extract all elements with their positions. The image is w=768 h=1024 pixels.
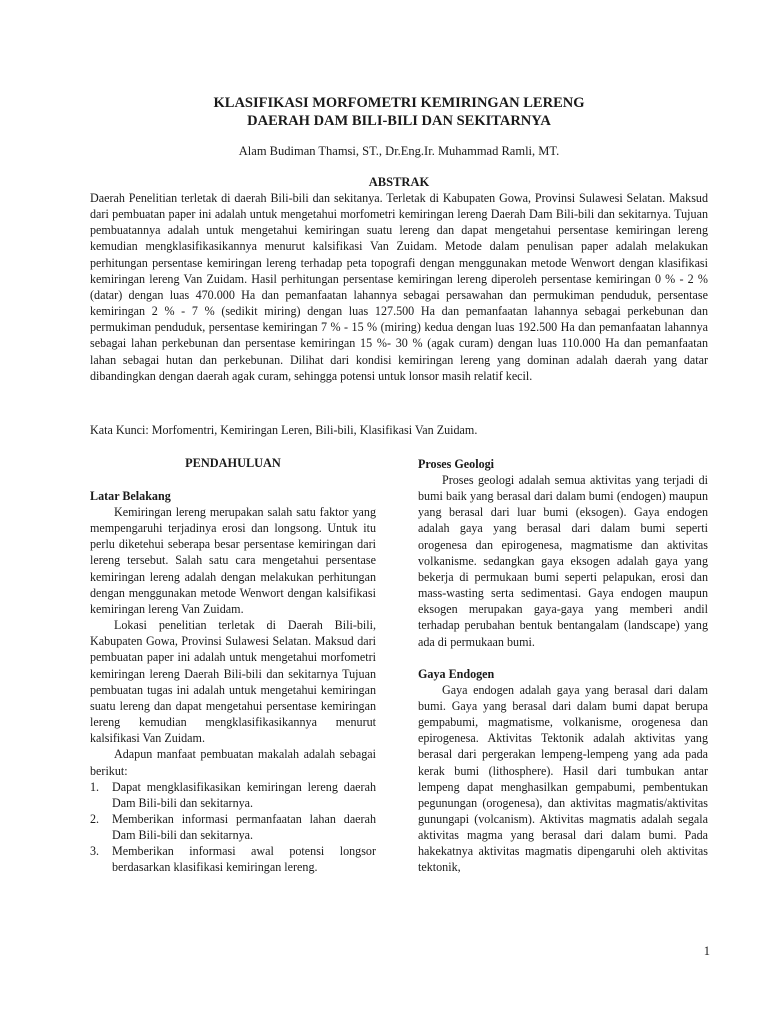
subheading-latar-belakang: Latar Belakang: [90, 489, 171, 503]
spacer: [418, 650, 708, 666]
paper-title: [90, 94, 708, 130]
section-heading-pendahuluan: PENDAHULUAN: [185, 456, 281, 470]
list-item-number: 2.: [90, 811, 100, 826]
subheading-proses-geologi: Proses Geologi: [418, 457, 495, 471]
abstract-heading: ABSTRAK: [368, 175, 430, 189]
list-item-number: 1.: [90, 779, 100, 794]
list-item-text: Dapat mengklasifikasikan kemiringan lereng daerah Dam Bili-bili dan sekitarnya.: [112, 779, 376, 810]
author-line: Alam Budiman Thamsi, ST., Dr.Eng.Ir. Muhammad Ramli, MT.: [238, 144, 560, 158]
paragraph: Lokasi penelitian terletak di Daerah Bili-bili, Kabupaten Gowa, Provinsi Sulawesi Selatan. Maksud dari pembuatan paper ini adalah untuk mengetahui morfometri kemiringan lereng Daerah Bili-bili dan sekitarnya Tujuan pembuatan tugas ini adalah untuk mengetahui kemiringan suatu lereng dan dapat mengetahui persentase kemiringan lereng kemudian mengklasifikasikannya menurut kalsifikasi Van Zuidam.: [90, 618, 376, 746]
paragraph: Gaya endogen adalah gaya yang berasal dari dalam bumi. Gaya yang berasal dari dalam bumi dapat berupa gempabumi, magmatisme, volkanisme, orogenesa dan epirogenesa. Aktivitas Tektonik adalah aktivitas yang berasal dari pergerakan lempeng-lempeng yang ada pada kerak bumi (lithosphere). Hasil dari tumbukan antar lempeng dapat menghasilkan gempabumi, pembentukan pegunungan (orogenesa), dan aktivitas magmatis/aktivitas gunungapi (volcanism). Aktivitas magmatis adalah segala aktivitas magma yang berasal dari dalam bumi. Pada hakekatnya aktivitas magmatis dipengaruhi oleh aktivitas tektonik,: [418, 682, 708, 875]
right-column: [418, 455, 708, 876]
left-column: [90, 455, 376, 876]
paragraph: Proses geologi adalah semua aktivitas yang terjadi di bumi baik yang berasal dari dalam bumi (endogen) maupun yang berasal dari luar bumi (eksogen). Gaya endogen adalah gaya yang berasal dari dalam bumi seperti orogenesa dan epirogenesa, magmatisme dan aktivitas volkanisme. sedangkan gaya eksogen adalah gaya yang bekerja di permukaan bumi seperti pelapukan, erosi dan mass-wasting serta sedimentasi. Gaya endogen maupun eksogen merupakan gaya-gaya yang memberi andil terhadap perubahan bentuk bentangalam (landscape) yang ada di permukaan bumi.: [418, 473, 708, 649]
list-item-text: Memberikan informasi awal potensi longsor berdasarkan klasifikasi kemiringan lereng.: [112, 844, 376, 875]
page-number: 1: [703, 944, 710, 958]
benefit-list: [90, 779, 376, 876]
list-item-text: Memberikan informasi permanfaatan lahan daerah Dam Bili-bili dan sekitarnya.: [112, 811, 376, 843]
paragraph: Kemiringan lereng merupakan salah satu faktor yang mempengaruhi terjadinya erosi dan longsong. Untuk itu perlu diketehui seberapa besar persentase kemiringan dari lereng tersebut. Salah satu cara mengetahui persentase kemiringan lereng adalah dengan melakukan perhitungan dengan menggunakan metode Wenwort dengan kalsifikasi kemiringan lereng Van Zuidam.: [90, 505, 376, 616]
list-item: [90, 843, 376, 875]
list-item-number: 3.: [90, 844, 100, 859]
list-item: [90, 811, 376, 843]
title-line-1: KLASIFIKASI MORFOMETRI KEMIRINGAN LERENG: [213, 95, 585, 111]
keywords: Kata Kunci: Morfomentri, Kemiringan Leren, Bili-bili, Klasifikasi Van Zuidam.: [90, 423, 478, 437]
list-item: [90, 779, 376, 811]
title-line-2: DAERAH DAM BILI-BILI DAN SEKITARNYA: [247, 113, 551, 129]
subheading-gaya-endogen: Gaya Endogen: [418, 666, 495, 681]
paragraph: Adapun manfaat pembuatan makalah adalah sebagai berikut:: [90, 747, 376, 778]
abstract-text: Daerah Penelitian terletak di daerah Bili-bili dan sekitanya. Terletak di Kabupaten Gowa, Provinsi Sulawesi Selatan. Maksud dari pembuatan paper ini adalah untuk mengetahui morfometri kemiringan lereng Daerah Dam Bili-bili dan sekitarnya. Tujuan pembuatannya adalah untuk mengetahui kemiringan suatu lereng dan dapat mengetahui persentase kemiringan lereng kemudian mengklasifikasikannya menurut kalsifikasi Van Zuidam. Metode dalam penulisan paper adalah melakukan perhitungan persentase kemiringan lereng terhadap peta topografi dengan menggunakan metode Wenwort dengan klasifikasi kemiringan lereng Van Zuidam. Hasil perhitungan persentase kemiringan lereng diperoleh persentase kemiringan 0 % - 2 % (datar) dengan luas 470.000 Ha dan pemanfaatan lahannya sebagai persawahan dan permukiman penduduk, persentase kemiringan 2 % - 7 % (sedikit miring) dengan luas 127.500 Ha dan pemanfaatan lahannya sebagai perkebunan dan permukiman penduduk, persentase kemiringan 7 % - 15 % (miring) kedua dengan luas 192.500 Ha dan pemanfaatan lahannya sebagai lahan perkebunan dan persentase kemiringan 15 %- 30 % (agak curam) dengan luas 110.000 Ha dan pemanfaatan lahan sebagai hutan dan perkebunan. Dilihat dari kondisi kemiringan lereng yang dominan adalah daerah yang datar dibandingkan dengan daerah agak curam, sehingga potensi untuk lonsor masih relatif kecil.: [90, 191, 708, 383]
